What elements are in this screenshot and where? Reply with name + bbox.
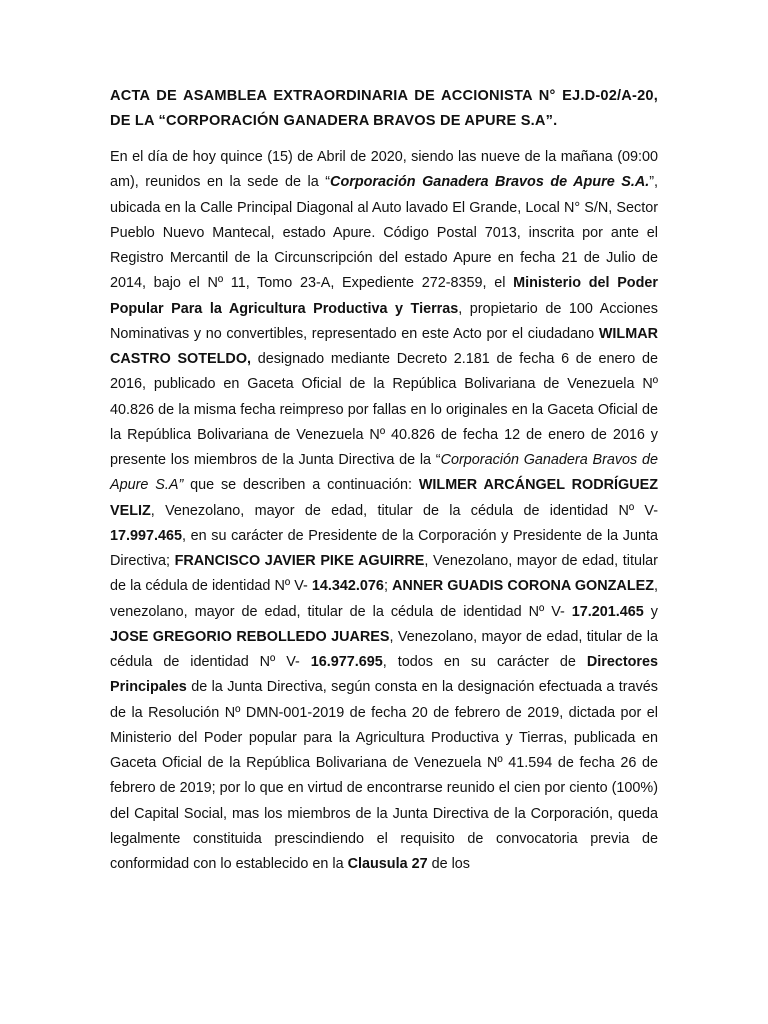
director-1-name: FRANCISCO JAVIER PIKE AGUIRRE xyxy=(174,553,425,569)
body-text: de los xyxy=(427,856,470,872)
body-text: , Venezolano, mayor de edad, titular de la cédula de identidad Nº V- xyxy=(110,553,658,595)
president-name: WILMER ARCÁNGEL RODRÍGUEZ VELIZ xyxy=(110,477,658,519)
body-text: ”, ubicada en la Calle Principal Diagonal al Auto lavado El Grande, Local N° S/N, Sector Pueblo Nuevo Mantecal, estado Apure. Código Postal 7013, inscrita por ante el Registro Mercantil de la Circunscripción del estado Apure en fecha 21 de Julio de 2014, bajo el Nº 11, Tomo 23-A, Expediente 272-8359, el xyxy=(110,174,659,292)
company-name-italic: Corporación Ganadera Bravos de Apure S.A” xyxy=(110,452,658,494)
clause-reference: Clausula 27 xyxy=(347,856,428,872)
body-text: , Venezolano, mayor de edad, titular de la cédula de identidad Nº V- xyxy=(110,628,659,670)
body-text: ; xyxy=(383,578,393,595)
representative-name: WILMAR CASTRO SOTELDO, xyxy=(110,325,658,367)
body-text: y xyxy=(643,603,658,620)
body-text: , Venezolano, mayor de edad, titular de la cédula de identidad Nº V- xyxy=(150,502,658,519)
document-body xyxy=(110,145,658,877)
body-text: de la Junta Directiva, según consta en la designación efectuada a través de la Resolución Nº DMN-001-2019 de fecha 20 de febrero de 2019, dictada por el Ministerio del Poder popular para la Agricultura Productiva y Tierras, publicada en Gaceta Oficial de la República Bolivariana de Venezuela Nº 41.594 de fecha 26 de febrero de 2019; por lo que en virtud de encontrarse reunido el cien por ciento (100%) del Capital Social, mas los miembros de la Junta Directiva de la Corporación, queda legalmente constituida prescindiendo el requisito de convocatoria previa de conformidad con lo establecido en la xyxy=(110,679,658,872)
body-text: que se describen a continuación: xyxy=(183,477,419,494)
body-text: En el día de hoy quince (15) de Abril de 2020, siendo las nueve de la mañana (09:00 am), reunidos en la sede de la “ xyxy=(110,149,658,191)
body-text: , todos en su carácter de xyxy=(382,654,587,670)
director-3-name: JOSE GREGORIO REBOLLEDO JUARES xyxy=(110,628,390,645)
president-id: 17.997.465 xyxy=(110,527,183,544)
director-2-id: 17.201.465 xyxy=(571,603,644,620)
body-text: , propietario de 100 Acciones Nominativas y no convertibles, representado en este Acto por el ciudadano xyxy=(110,300,658,342)
directors-role: Directores Principales xyxy=(110,654,659,696)
director-3-id: 16.977.695 xyxy=(310,654,383,670)
director-1-id: 14.342.076 xyxy=(311,578,384,595)
body-text: , venezolano, mayor de edad, titular de la cédula de identidad Nº V- xyxy=(110,578,658,620)
ministry-name: Ministerio del Poder Popular Para la Agricultura Productiva y Tierras xyxy=(110,275,658,317)
body-text: designado mediante Decreto 2.181 de fecha 6 de enero de 2016, publicado en Gaceta Oficial de la República Bolivariana de Venezuela Nº 40.826 de la misma fecha reimpreso por fallas en lo originales en la Gaceta Oficial de la República Bolivariana de Venezuela Nº 40.826 de fecha 12 de enero de 2016 y presente los miembros de la Junta Directiva de la “ xyxy=(110,351,658,468)
body-text: , en su carácter de Presidente de la Corporación y Presidente de la Junta Directiva; xyxy=(110,527,658,569)
company-name: Corporación Ganadera Bravos de Apure S.A. xyxy=(330,174,650,191)
director-2-name: ANNER GUADIS CORONA GONZALEZ xyxy=(392,578,654,595)
document-title: ACTA DE ASAMBLEA EXTRAORDINARIA DE ACCIONISTA N° EJ.D-02/A-20, DE LA “CORPORACIÓN GANADERA BRAVOS DE APURE S.A”. xyxy=(110,88,658,129)
